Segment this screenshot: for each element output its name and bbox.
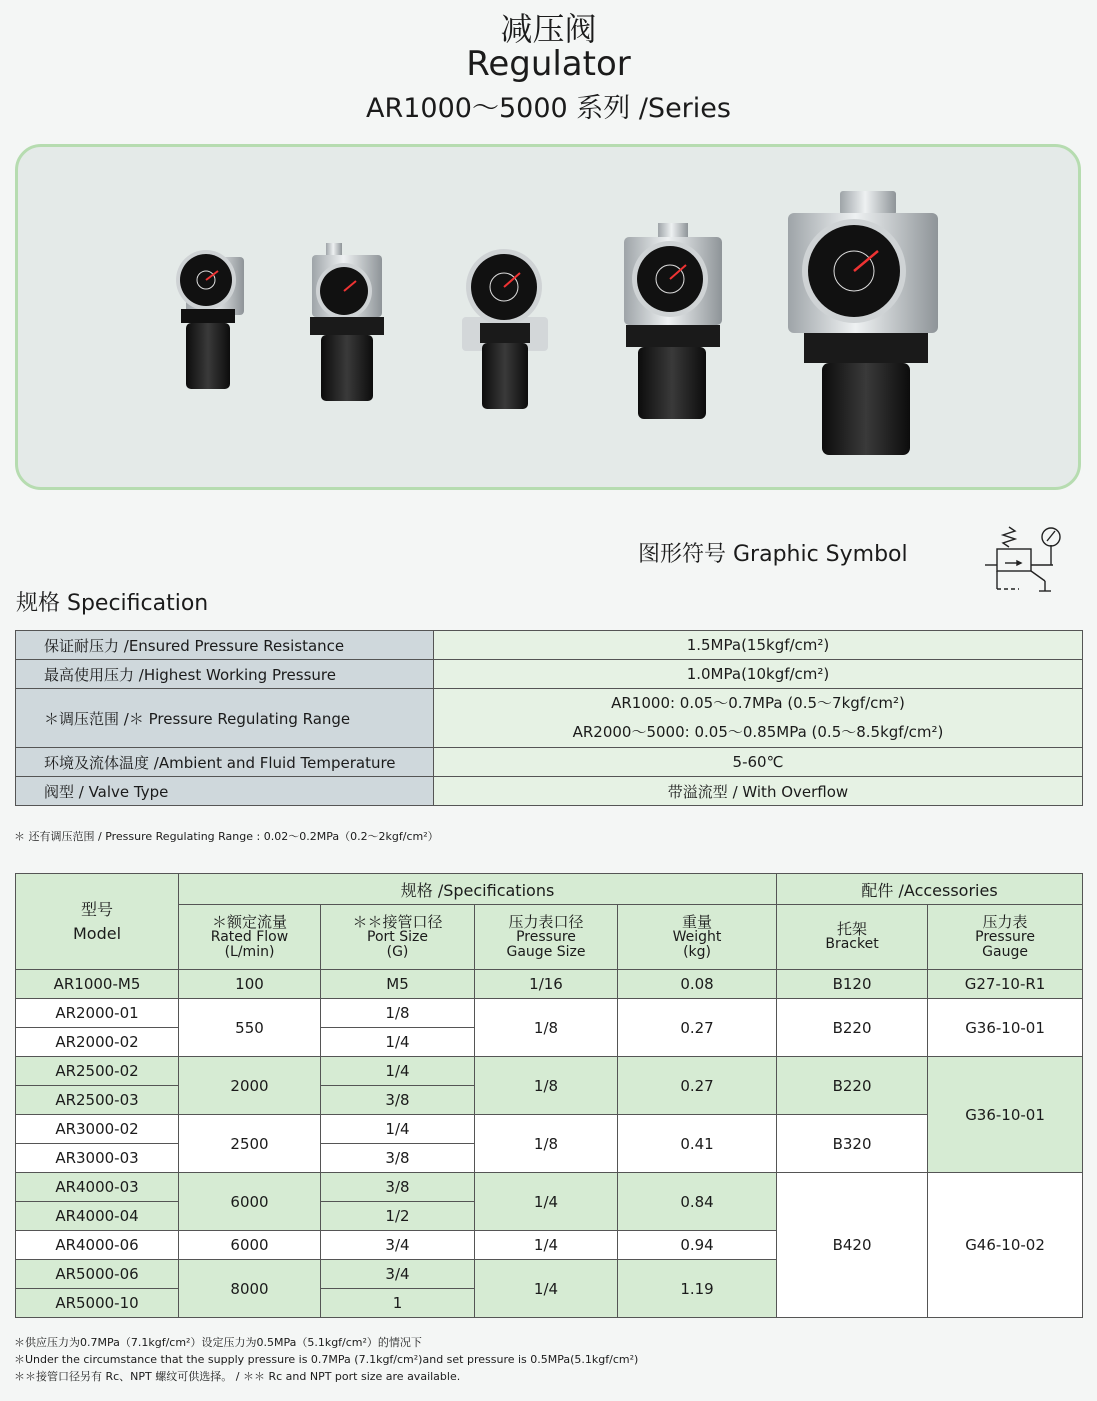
table-header-row (16, 874, 1083, 905)
port-cell: 1/4 (321, 1028, 475, 1057)
spec-value: 1.0MPa(10kgf/cm²) (434, 660, 1083, 689)
header-gauge-size-en: Pressure (516, 928, 576, 945)
header-weight-cn: 重量 (682, 912, 713, 931)
port-cell: 1/8 (321, 999, 475, 1028)
gauge-size-cell: 1/16 (475, 970, 618, 999)
spec-value: 5-60℃ (434, 748, 1083, 777)
gauge-size-cell: 1/8 (475, 1057, 618, 1115)
regulator-ar3000 (624, 223, 722, 419)
gauge-size-cell: 1/4 (475, 1260, 618, 1318)
flow-cell: 6000 (179, 1173, 321, 1231)
header-port-size-unit: (G) (386, 943, 409, 960)
weight-cell: 0.41 (618, 1115, 777, 1173)
header-port-size (321, 905, 475, 970)
model-cell: AR3000-03 (16, 1144, 179, 1173)
header-weight-unit: (kg) (683, 943, 711, 960)
spec-row (16, 660, 1083, 689)
spec-value-line: AR1000: 0.05～0.7MPa (0.5～7kgf/cm²) (611, 694, 905, 712)
header-port-size-en: Port Size (367, 928, 428, 945)
header-model-cn: 型号 (80, 899, 113, 919)
table-row (16, 999, 1083, 1028)
regulators-illustration (18, 147, 1078, 487)
regulator-ar2000 (310, 243, 384, 401)
bracket-cell: B320 (777, 1115, 928, 1173)
regulator-ar1000 (176, 250, 244, 389)
gauge-cell: G27-10-R1 (928, 970, 1083, 999)
header-pressure-gauge-en: Gauge (982, 943, 1028, 960)
header-rated-flow-en: Rated Flow (210, 928, 289, 945)
model-cell: AR2500-03 (16, 1086, 179, 1115)
weight-cell: 0.27 (618, 1057, 777, 1115)
spec-label: 最高使用压力 /Highest Working Pressure (16, 660, 434, 689)
header-bracket (777, 905, 928, 970)
model-cell: AR4000-06 (16, 1231, 179, 1260)
specification-title: 规格 Specification (16, 591, 209, 616)
header-weight-en: Weight (672, 928, 722, 945)
table-row (16, 970, 1083, 999)
bracket-cell: B120 (777, 970, 928, 999)
header-accessories: 配件 /Accessories (777, 874, 1083, 905)
model-cell: AR2000-02 (16, 1028, 179, 1057)
header-port-size-cn: ＊＊接管口径 (352, 912, 443, 931)
title-english: Regulator (466, 44, 631, 84)
spec-value: 1.5MPa(15kgf/cm²) (434, 631, 1083, 660)
header-specifications: 规格 /Specifications (179, 874, 777, 905)
gauge-cell: G36-10-01 (928, 999, 1083, 1057)
header-weight (618, 905, 777, 970)
model-cell: AR5000-10 (16, 1289, 179, 1318)
gauge-cell: G46-10-02 (928, 1173, 1083, 1318)
port-cell: 1/2 (321, 1202, 475, 1231)
model-cell: AR4000-04 (16, 1202, 179, 1231)
spec-row (16, 777, 1083, 806)
port-cell: 3/8 (321, 1086, 475, 1115)
spec-row (16, 748, 1083, 777)
header-pressure-gauge (928, 905, 1083, 970)
weight-cell: 0.84 (618, 1173, 777, 1231)
model-cell: AR4000-03 (16, 1173, 179, 1202)
footnote-line: ＊供应压力为0.7MPa（7.1kgf/cm²）设定压力为0.5MPa（5.1kgf/cm²）的情况下 (14, 1336, 422, 1349)
specification-table (15, 630, 1083, 806)
gauge-size-cell: 1/8 (475, 1115, 618, 1173)
port-cell: 1/4 (321, 1115, 475, 1144)
table-row (16, 1057, 1083, 1086)
flow-cell: 6000 (179, 1231, 321, 1260)
model-cell: AR2500-02 (16, 1057, 179, 1086)
footnote-line: ＊Under the circumstance that the supply pressure is 0.7MPa (7.1kgf/cm²)and set pressure is 0.5MPa(5.1kgf/cm²) (14, 1353, 639, 1366)
series-subtitle: AR1000～5000 系列 /Series (366, 93, 731, 124)
flow-cell: 8000 (179, 1260, 321, 1318)
model-cell: AR2000-01 (16, 999, 179, 1028)
table-row (16, 1115, 1083, 1144)
flow-cell: 2500 (179, 1115, 321, 1173)
weight-cell: 0.08 (618, 970, 777, 999)
header-gauge-size (475, 905, 618, 970)
bracket-cell: B420 (777, 1173, 928, 1318)
product-photo-panel (15, 144, 1081, 490)
gauge-cell: G36-10-01 (928, 1057, 1083, 1173)
gauge-size-cell: 1/8 (475, 999, 618, 1057)
spec-label: ＊调压范围 /＊ Pressure Regulating Range (16, 689, 434, 748)
flow-cell: 100 (179, 970, 321, 999)
header-bracket-en: Bracket (825, 936, 879, 952)
spec-value: 带溢流型 / With Overflow (434, 777, 1083, 806)
model-cell: AR5000-06 (16, 1260, 179, 1289)
header-pressure-gauge-en: Pressure (975, 928, 1035, 945)
header-rated-flow-unit: (L/min) (224, 943, 275, 960)
port-cell: 3/4 (321, 1231, 475, 1260)
model-table (15, 873, 1083, 1318)
port-cell: M5 (321, 970, 475, 999)
weight-cell: 0.27 (618, 999, 777, 1057)
spec-row (16, 631, 1083, 660)
header-model-en: Model (72, 923, 122, 943)
header-bracket-cn: 托架 (837, 920, 868, 938)
header-pressure-gauge-cn: 压力表 (982, 912, 1028, 931)
spec-value-line: AR2000～5000: 0.05～0.85MPa (0.5～8.5kgf/cm²) (572, 723, 944, 741)
gauge-size-cell: 1/4 (475, 1173, 618, 1231)
spec-footnote: ＊ 还有调压范围 / Pressure Regulating Range : 0.02～0.2MPa（0.2～2kgf/cm²） (14, 830, 439, 843)
bracket-cell: B220 (777, 999, 928, 1057)
port-cell: 3/4 (321, 1260, 475, 1289)
header-model (16, 874, 179, 970)
port-cell: 3/8 (321, 1144, 475, 1173)
regulator-graphic-symbol-icon (983, 519, 1079, 599)
table-footnotes (14, 1334, 638, 1385)
flow-cell: 550 (179, 999, 321, 1057)
footnote-line: ＊＊接管口径另有 Rc、NPT 螺纹可供选择。 / ＊＊ Rc and NPT port size are available. (14, 1370, 461, 1383)
spec-row (16, 689, 1083, 748)
port-cell: 1 (321, 1289, 475, 1318)
header-gauge-size-cn: 压力表口径 (508, 912, 584, 931)
regulator-ar4000-5000 (788, 191, 938, 455)
model-cell: AR1000-M5 (16, 970, 179, 999)
spec-label: 环境及流体温度 /Ambient and Fluid Temperature (16, 748, 434, 777)
table-row (16, 1173, 1083, 1202)
bracket-cell: B220 (777, 1057, 928, 1115)
header-gauge-size-en: Gauge Size (506, 943, 586, 960)
graphic-symbol-label: 图形符号 Graphic Symbol (638, 542, 908, 567)
model-cell: AR3000-02 (16, 1115, 179, 1144)
port-cell: 1/4 (321, 1057, 475, 1086)
port-cell: 3/8 (321, 1173, 475, 1202)
title-chinese: 减压阀 (500, 10, 597, 48)
flow-cell: 2000 (179, 1057, 321, 1115)
regulator-ar2500 (462, 249, 548, 409)
header-rated-flow (179, 905, 321, 970)
spec-value (434, 689, 1083, 748)
spec-label: 保证耐压力 /Ensured Pressure Resistance (16, 631, 434, 660)
spec-label: 阀型 / Valve Type (16, 777, 434, 806)
weight-cell: 0.94 (618, 1231, 777, 1260)
gauge-size-cell: 1/4 (475, 1231, 618, 1260)
header-rated-flow-cn: ＊额定流量 (211, 912, 287, 931)
weight-cell: 1.19 (618, 1260, 777, 1318)
